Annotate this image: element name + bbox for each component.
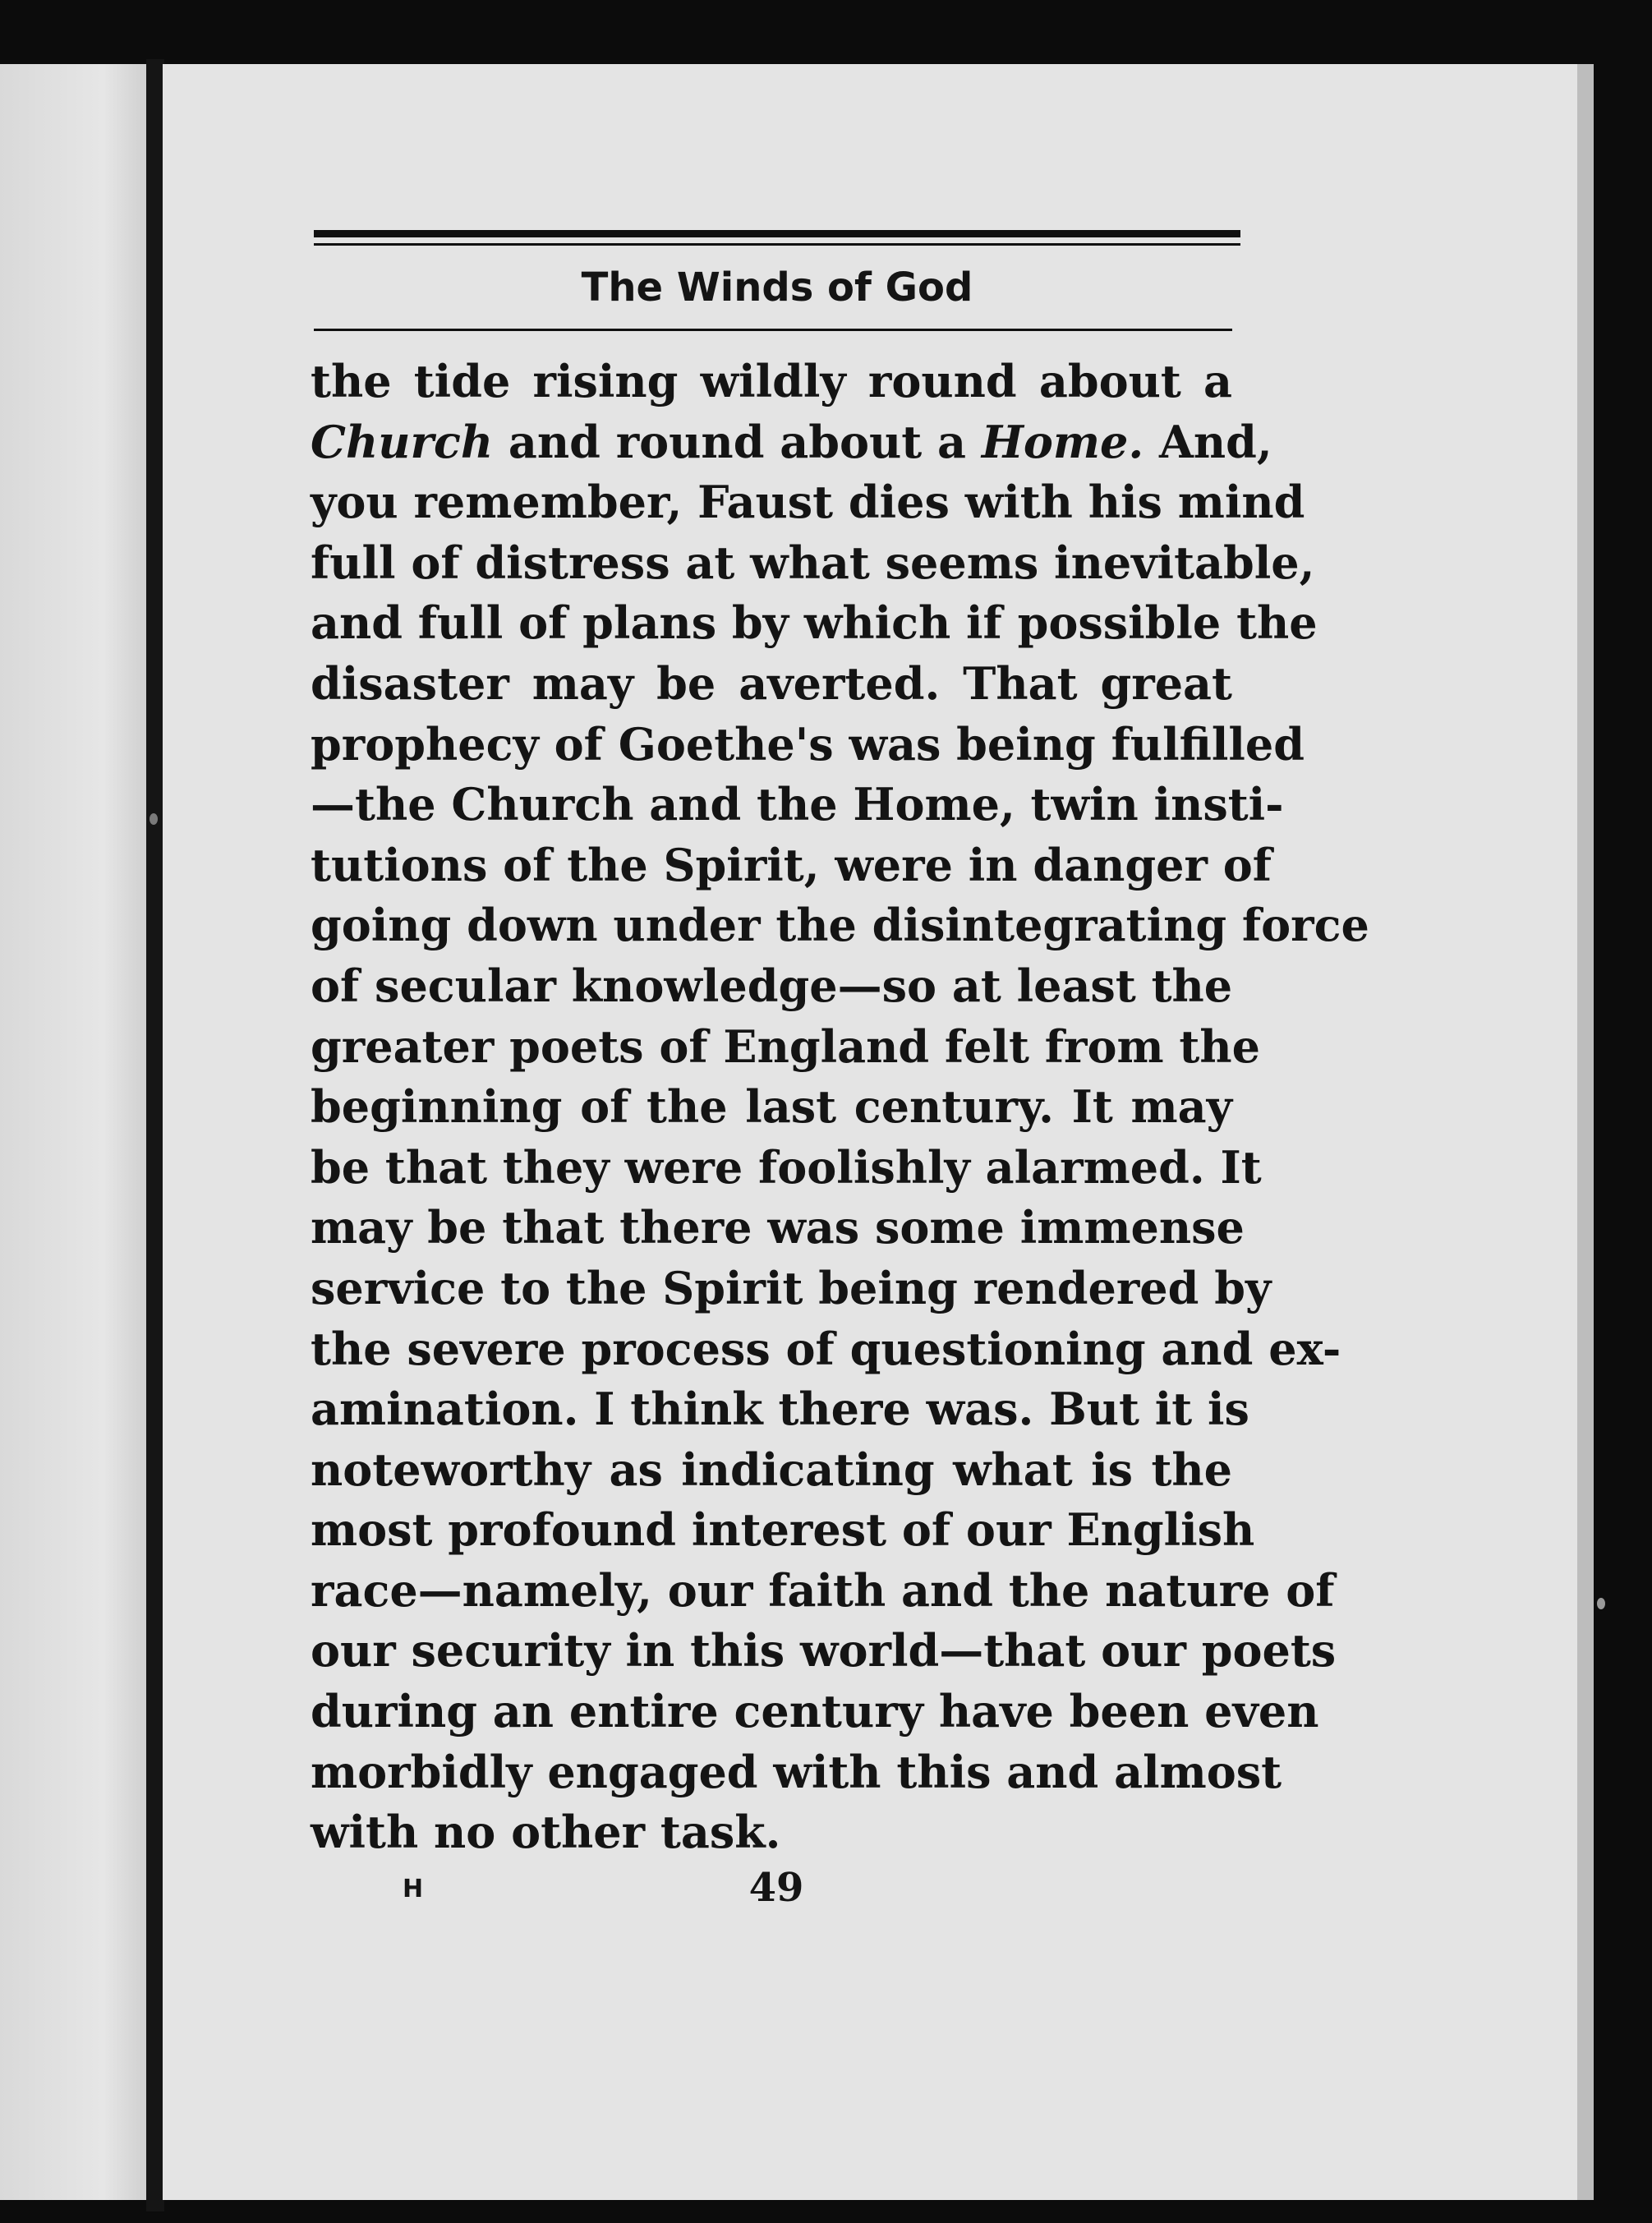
text-line: —the Church and the Home, twin insti- [311,778,1284,831]
book-binding-gutter [146,59,164,2211]
page-body-text [311,352,1369,1863]
text-line: of secular knowledge—so at least the [311,959,1233,1012]
text-line: going down under the disintegrating force [311,899,1369,952]
paper-speck [150,813,158,825]
text-line-with-italics [311,412,1272,473]
text-line: tutions of the Spirit, were in danger of [311,838,1272,891]
text-line: you remember, Faust dies with his mind [311,476,1305,529]
text-line: amination. I think there was. But it is [311,1383,1249,1436]
text-line: disaster may be averted. That great [311,656,1232,710]
page-number: 49 [748,1865,804,1911]
paper-speck [1597,1598,1605,1609]
facing-page-edge [0,64,148,2200]
text-line: our security in this world—that our poets [311,1624,1337,1678]
header-rule-thick [314,230,1240,237]
page-fore-edge [1577,64,1594,2200]
running-title: The Winds of God [581,265,973,311]
text-line: the tide rising wildly round about a [311,355,1232,407]
text-line: noteworthy as indicating what is the [311,1443,1232,1496]
header-underline-rule [314,329,1232,331]
text-line: be that they were foolishly alarmed. It [311,1140,1262,1194]
text-line-final: with no other task. [311,1806,781,1859]
italic-word-church: Church [311,415,494,468]
text-line: race—namely, our faith and the nature of [311,1563,1335,1617]
text-fragment: And, [1144,415,1272,468]
text-line: full of distress at what seems inevitable, [311,536,1315,589]
header-rule-thin [314,243,1240,246]
text-line: during an entire century have been even [311,1685,1319,1738]
text-line: greater poets of England felt from the [311,1019,1260,1073]
text-line: morbidly engaged with this and almost [311,1745,1282,1798]
text-fragment: and round about a [493,415,982,468]
italic-word-home: Home. [981,415,1144,468]
text-line: and full of plans by which if possible the [311,596,1318,650]
text-line: prophecy of Goethe's was being fulfilled [311,717,1305,771]
text-line: beginning of the last century. It may [311,1080,1232,1134]
text-line: may be that there was some immense [311,1201,1245,1254]
signature-mark: H [403,1875,424,1903]
text-line: most profound interest of our English [311,1503,1255,1557]
text-line: the severe process of questioning and ex- [311,1322,1341,1375]
text-line: service to the Spirit being rendered by [311,1261,1272,1314]
